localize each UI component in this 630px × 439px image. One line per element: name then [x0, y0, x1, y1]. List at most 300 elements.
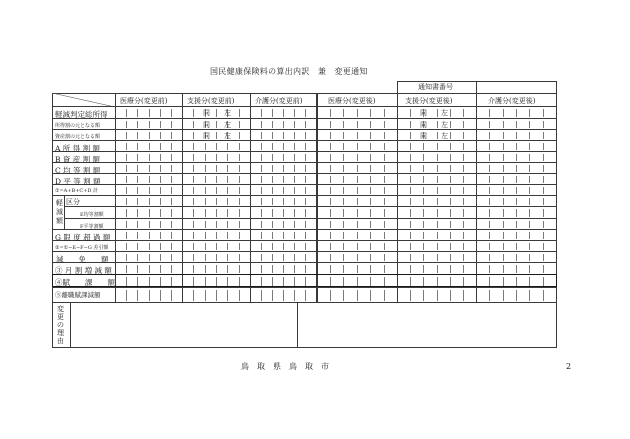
digit-tick — [126, 209, 127, 217]
digit-tick — [171, 109, 172, 117]
digit-tick — [272, 221, 273, 228]
digit-tick — [343, 154, 344, 161]
digit-tick — [330, 290, 331, 301]
digit-tick — [239, 254, 240, 261]
digit-tick — [410, 121, 411, 128]
header-care-after: 介護分(変更後) — [488, 97, 536, 105]
digit-tick — [437, 176, 438, 183]
digit-tick — [489, 121, 490, 128]
digit-tick — [516, 176, 517, 183]
digit-tick — [330, 221, 331, 228]
digit-tick — [343, 290, 344, 301]
digit-tick — [543, 109, 544, 117]
digit-tick — [171, 232, 172, 239]
digit-tick — [410, 254, 411, 261]
digit-tick — [137, 290, 138, 301]
digit-tick — [193, 198, 194, 205]
digit-tick — [283, 221, 284, 228]
digit-tick — [370, 198, 371, 205]
digit-tick — [543, 265, 544, 273]
digit-tick — [261, 121, 262, 128]
digit-tick — [423, 198, 424, 205]
digit-tick — [272, 143, 273, 150]
digit-tick — [227, 221, 228, 228]
digit-tick — [305, 109, 306, 117]
digit-tick — [330, 121, 331, 128]
row-rule — [52, 162, 557, 163]
row-rule — [52, 140, 557, 141]
digit-tick — [272, 165, 273, 172]
digit-tick — [294, 209, 295, 217]
digit-tick — [543, 132, 544, 139]
reduction-label-2: 減 — [56, 208, 63, 216]
digit-tick — [149, 121, 150, 128]
digit-tick — [410, 143, 411, 150]
row-label-a: A 所 得 割 額 — [55, 144, 100, 153]
digit-tick — [239, 290, 240, 301]
digit-tick — [272, 198, 273, 205]
digit-tick — [160, 243, 161, 250]
digit-tick — [437, 198, 438, 205]
digit-tick — [463, 265, 464, 273]
digit-tick — [343, 176, 344, 183]
digit-tick — [294, 132, 295, 139]
digit-tick — [343, 243, 344, 250]
digit-tick — [261, 243, 262, 250]
digit-tick — [149, 132, 150, 139]
digit-tick — [305, 143, 306, 150]
digit-tick — [450, 265, 451, 273]
same-as-left-5: 同 左 — [420, 121, 448, 129]
digit-tick — [160, 132, 161, 139]
digit-tick — [543, 198, 544, 205]
digit-tick — [357, 243, 358, 250]
digit-tick — [171, 165, 172, 172]
digit-tick — [216, 187, 217, 194]
digit-tick — [543, 143, 544, 150]
digit-tick — [272, 209, 273, 217]
digit-tick — [450, 176, 451, 183]
digit-tick — [384, 290, 385, 301]
digit-tick — [463, 232, 464, 239]
reason-label-3: の — [57, 321, 64, 329]
digit-tick — [216, 143, 217, 150]
digit-tick — [283, 232, 284, 239]
page-number: 2 — [566, 362, 572, 371]
digit-tick — [305, 187, 306, 194]
digit-tick — [137, 109, 138, 117]
digit-tick — [450, 232, 451, 239]
digit-tick — [137, 198, 138, 205]
digit-tick — [423, 165, 424, 172]
digit-tick — [205, 165, 206, 172]
digit-tick — [463, 121, 464, 128]
digit-tick — [305, 132, 306, 139]
digit-tick — [216, 232, 217, 239]
digit-tick — [343, 209, 344, 217]
digit-tick — [137, 132, 138, 139]
digit-tick — [261, 132, 262, 139]
digit-tick — [126, 143, 127, 150]
digit-tick — [543, 121, 544, 128]
digit-tick — [283, 165, 284, 172]
digit-tick — [384, 209, 385, 217]
digit-tick — [450, 121, 451, 128]
digit-tick — [529, 132, 530, 139]
digit-tick — [171, 121, 172, 128]
digit-tick — [450, 198, 451, 205]
digit-tick — [305, 290, 306, 301]
digit-tick — [160, 154, 161, 161]
digit-tick — [160, 165, 161, 172]
digit-tick — [160, 187, 161, 194]
digit-tick — [239, 209, 240, 217]
digit-tick — [160, 109, 161, 117]
row-rule — [52, 106, 557, 107]
digit-tick — [160, 121, 161, 128]
digit-tick — [283, 143, 284, 150]
digit-tick — [205, 209, 206, 217]
digit-tick — [529, 176, 530, 183]
digit-tick — [171, 176, 172, 183]
digit-tick — [126, 165, 127, 172]
digit-tick — [503, 187, 504, 194]
digit-tick — [272, 290, 273, 301]
digit-tick — [437, 243, 438, 250]
digit-tick — [489, 221, 490, 228]
digit-tick — [261, 187, 262, 194]
digit-tick — [410, 187, 411, 194]
digit-tick — [529, 109, 530, 117]
row-label-b: B 資 産 割 額 — [55, 155, 101, 164]
digit-tick — [516, 109, 517, 117]
digit-tick — [529, 221, 530, 228]
digit-tick — [384, 254, 385, 261]
digit-tick — [227, 176, 228, 183]
digit-tick — [137, 221, 138, 228]
digit-tick — [463, 143, 464, 150]
form-title: 国民健康保険料の算出内訳 兼 変更通知 — [210, 67, 368, 76]
digit-tick — [503, 221, 504, 228]
digit-tick — [205, 221, 206, 228]
digit-tick — [384, 198, 385, 205]
digit-tick — [370, 109, 371, 117]
digit-tick — [357, 109, 358, 117]
digit-tick — [489, 209, 490, 217]
digit-tick — [529, 254, 530, 261]
digit-tick — [216, 209, 217, 217]
digit-tick — [330, 165, 331, 172]
digit-tick — [343, 143, 344, 150]
digit-tick — [193, 187, 194, 194]
digit-tick — [410, 198, 411, 205]
digit-tick — [227, 165, 228, 172]
digit-tick — [503, 265, 504, 273]
digit-tick — [149, 290, 150, 301]
digit-tick — [227, 209, 228, 217]
digit-tick — [137, 143, 138, 150]
digit-tick — [216, 221, 217, 228]
digit-tick — [330, 143, 331, 150]
digit-tick — [261, 221, 262, 228]
digit-tick — [370, 209, 371, 217]
digit-tick — [283, 254, 284, 261]
digit-tick — [171, 154, 172, 161]
digit-tick — [450, 109, 451, 117]
digit-tick — [370, 290, 371, 301]
digit-tick — [503, 254, 504, 261]
digit-tick — [283, 209, 284, 217]
digit-tick — [489, 132, 490, 139]
digit-tick — [149, 143, 150, 150]
digit-tick — [423, 243, 424, 250]
digit-tick — [437, 254, 438, 261]
digit-tick — [261, 198, 262, 205]
digit-tick — [503, 165, 504, 172]
digit-tick — [330, 209, 331, 217]
digit-tick — [410, 221, 411, 228]
digit-tick — [283, 198, 284, 205]
digit-tick — [357, 254, 358, 261]
digit-tick — [216, 176, 217, 183]
digit-tick — [463, 254, 464, 261]
digit-tick — [294, 165, 295, 172]
digit-tick — [463, 154, 464, 161]
digit-tick — [516, 132, 517, 139]
header-diagonal — [52, 93, 116, 107]
digit-tick — [149, 254, 150, 261]
row-label-sum2: ②=①−E−F−G 差引額 — [55, 245, 109, 251]
header-medical-after: 医療分(変更後) — [328, 97, 376, 105]
digit-tick — [384, 221, 385, 228]
digit-tick — [357, 176, 358, 183]
digit-tick — [160, 232, 161, 239]
digit-tick — [489, 254, 490, 261]
digit-tick — [239, 232, 240, 239]
digit-tick — [126, 232, 127, 239]
digit-tick — [149, 243, 150, 250]
digit-tick — [261, 154, 262, 161]
digit-tick — [516, 243, 517, 250]
digit-tick — [283, 154, 284, 161]
digit-tick — [193, 254, 194, 261]
digit-tick — [357, 290, 358, 301]
digit-tick — [149, 198, 150, 205]
digit-tick — [370, 165, 371, 172]
digit-tick — [543, 165, 544, 172]
digit-tick — [126, 187, 127, 194]
digit-tick — [239, 198, 240, 205]
digit-tick — [463, 132, 464, 139]
digit-tick — [205, 143, 206, 150]
digit-tick — [283, 121, 284, 128]
reason-label-2: 更 — [57, 313, 64, 321]
digit-tick — [160, 198, 161, 205]
same-as-left-4: 同 左 — [420, 109, 448, 117]
digit-tick — [137, 121, 138, 128]
digit-tick — [437, 265, 438, 273]
digit-tick — [516, 165, 517, 172]
digit-tick — [171, 254, 172, 261]
digit-tick — [543, 243, 544, 250]
digit-tick — [193, 265, 194, 273]
reduction-label-1: 軽 — [56, 199, 63, 207]
digit-tick — [294, 221, 295, 228]
row-rule — [52, 195, 557, 196]
digit-tick — [193, 143, 194, 150]
digit-tick — [294, 187, 295, 194]
digit-tick — [516, 221, 517, 228]
digit-tick — [216, 165, 217, 172]
digit-tick — [489, 154, 490, 161]
digit-tick — [305, 176, 306, 183]
digit-tick — [160, 265, 161, 273]
digit-tick — [370, 176, 371, 183]
digit-tick — [126, 121, 127, 128]
digit-tick — [305, 165, 306, 172]
digit-tick — [384, 265, 385, 273]
digit-tick — [305, 121, 306, 128]
digit-tick — [450, 154, 451, 161]
digit-tick — [503, 243, 504, 250]
digit-tick — [450, 254, 451, 261]
digit-tick — [489, 176, 490, 183]
digit-tick — [489, 143, 490, 150]
digit-tick — [205, 265, 206, 273]
row-rule — [52, 151, 557, 152]
digit-tick — [205, 232, 206, 239]
digit-tick — [370, 221, 371, 228]
digit-tick — [529, 243, 530, 250]
digit-tick — [489, 243, 490, 250]
digit-tick — [171, 265, 172, 273]
digit-tick — [272, 254, 273, 261]
digit-tick — [410, 165, 411, 172]
digit-tick — [384, 143, 385, 150]
digit-tick — [357, 198, 358, 205]
digit-tick — [149, 109, 150, 117]
digit-tick — [450, 290, 451, 301]
digit-tick — [463, 209, 464, 217]
digit-tick — [193, 165, 194, 172]
digit-tick — [205, 176, 206, 183]
digit-tick — [357, 143, 358, 150]
digit-tick — [216, 154, 217, 161]
digit-tick — [126, 198, 127, 205]
digit-tick — [370, 143, 371, 150]
reason-label-5: 由 — [57, 337, 64, 345]
digit-tick — [463, 176, 464, 183]
digit-tick — [343, 165, 344, 172]
digit-tick — [227, 290, 228, 301]
row-label-d: D 平 等 割 額 — [55, 177, 101, 186]
row-rule — [52, 184, 557, 185]
digit-tick — [489, 109, 490, 117]
digit-tick — [343, 198, 344, 205]
digit-tick — [216, 265, 217, 273]
digit-tick — [216, 198, 217, 205]
digit-tick — [503, 132, 504, 139]
digit-tick — [343, 254, 344, 261]
digit-tick — [160, 143, 161, 150]
digit-tick — [171, 221, 172, 228]
digit-tick — [294, 290, 295, 301]
digit-tick — [410, 176, 411, 183]
digit-tick — [149, 154, 150, 161]
digit-tick — [205, 290, 206, 301]
digit-tick — [384, 109, 385, 117]
digit-tick — [137, 165, 138, 172]
digit-tick — [330, 109, 331, 117]
digit-tick — [463, 187, 464, 194]
digit-tick — [357, 187, 358, 194]
digit-tick — [149, 221, 150, 228]
row-rule — [52, 118, 557, 119]
row-rule — [52, 287, 557, 288]
digit-tick — [516, 143, 517, 150]
digit-tick — [343, 121, 344, 128]
reason-label-4: 理 — [57, 329, 64, 337]
header-support-before: 支援分(変更前) — [187, 97, 235, 105]
digit-tick — [305, 232, 306, 239]
row-rule — [52, 129, 557, 130]
digit-tick — [489, 165, 490, 172]
digit-tick — [126, 132, 127, 139]
digit-tick — [330, 132, 331, 139]
digit-tick — [463, 198, 464, 205]
digit-tick — [330, 232, 331, 239]
digit-tick — [384, 187, 385, 194]
digit-tick — [450, 165, 451, 172]
digit-tick — [357, 209, 358, 217]
digit-tick — [126, 243, 127, 250]
digit-tick — [410, 109, 411, 117]
digit-tick — [357, 165, 358, 172]
digit-tick — [305, 254, 306, 261]
digit-tick — [357, 265, 358, 273]
digit-tick — [437, 290, 438, 301]
digit-tick — [529, 187, 530, 194]
digit-tick — [171, 209, 172, 217]
digit-tick — [529, 143, 530, 150]
digit-tick — [343, 265, 344, 273]
digit-tick — [516, 232, 517, 239]
digit-tick — [357, 121, 358, 128]
digit-tick — [516, 290, 517, 301]
same-as-left-6: 同 左 — [420, 132, 448, 140]
digit-tick — [463, 221, 464, 228]
digit-tick — [305, 221, 306, 228]
digit-tick — [294, 254, 295, 261]
digit-tick — [423, 154, 424, 161]
digit-tick — [357, 221, 358, 228]
row-label-exemption: 減 免 額 — [56, 255, 109, 264]
header-care-before: 介護分(変更前) — [255, 97, 303, 105]
digit-tick — [503, 154, 504, 161]
digit-tick — [283, 243, 284, 250]
digit-tick — [160, 254, 161, 261]
digit-tick — [423, 232, 424, 239]
same-as-left-3: 同 左 — [203, 132, 231, 140]
digit-tick — [137, 154, 138, 161]
digit-tick — [543, 221, 544, 228]
digit-tick — [283, 109, 284, 117]
digit-tick — [516, 254, 517, 261]
digit-tick — [423, 221, 424, 228]
digit-tick — [343, 232, 344, 239]
digit-tick — [543, 290, 544, 301]
digit-tick — [227, 198, 228, 205]
